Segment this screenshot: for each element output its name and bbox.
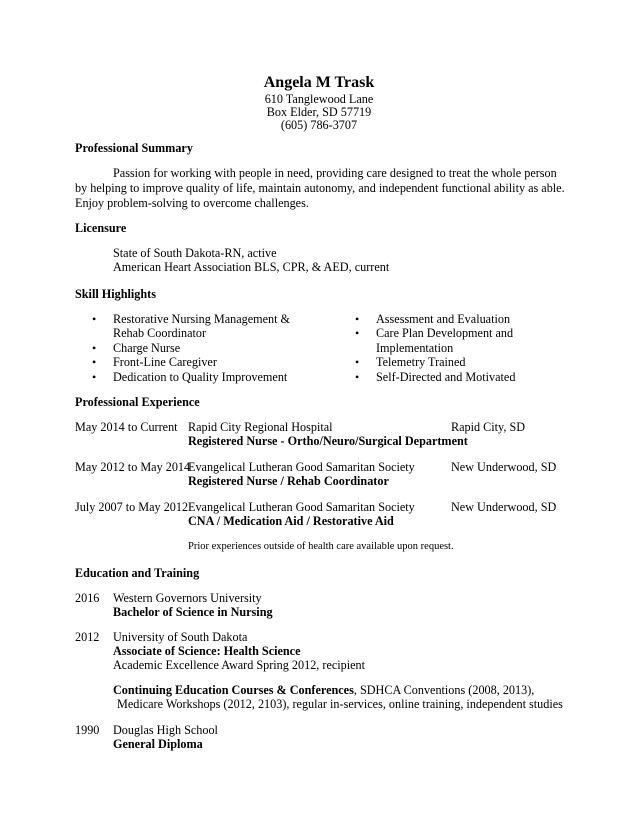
section-title-summary: Professional Summary xyxy=(75,141,193,155)
edu-degree: General Diploma xyxy=(113,737,203,751)
skill-item: • Self-Directed and Motivated xyxy=(355,369,516,384)
skills-right-list xyxy=(355,312,515,384)
candidate-name: Angela M Trask xyxy=(263,74,375,91)
job-dates: May 2014 to Current xyxy=(75,420,178,434)
phone-number: (605) 786-3707 xyxy=(280,118,358,132)
section-title-skills: Skill Highlights xyxy=(75,287,156,301)
section-title-experience: Professional Experience xyxy=(75,395,200,409)
skill-item: • Front-Line Caregiver xyxy=(92,355,217,370)
edu-year: 1990 xyxy=(75,723,100,737)
section-title-licensure: Licensure xyxy=(75,221,127,235)
edu-school: Douglas High School xyxy=(113,723,218,737)
job-location: New Underwood, SD xyxy=(451,500,557,514)
edu-year: 2012 xyxy=(75,630,100,644)
bullet-icon: • xyxy=(355,369,360,384)
job-employer: Evangelical Lutheran Good Samaritan Society xyxy=(188,500,415,514)
bullet-icon: • xyxy=(92,312,97,326)
skill-item: • Charge Nurse xyxy=(92,340,181,355)
section-title-education: Education and Training xyxy=(75,566,200,580)
skills-left-list xyxy=(92,312,290,384)
job-location: New Underwood, SD xyxy=(451,460,557,474)
address-line-1: 610 Tanglewood Lane xyxy=(264,92,374,106)
job-dates: July 2007 to May 2012 xyxy=(75,500,189,514)
job-role: Registered Nurse - Ortho/Neuro/Surgical Department xyxy=(188,434,468,448)
skill-item: • Assessment and Evaluation xyxy=(355,312,511,326)
job-role: Registered Nurse / Rehab Coordinator xyxy=(188,474,389,488)
skill-item: • Restorative Nursing Management & xyxy=(92,312,291,326)
license-item: American Heart Association BLS, CPR, & AED, current xyxy=(113,260,390,274)
job-dates: May 2012 to May 2014 xyxy=(75,460,191,474)
bullet-icon: • xyxy=(355,326,360,341)
continuing-education-title: Continuing Education Courses & Conferences xyxy=(113,683,354,697)
edu-degree: Associate of Science: Health Science xyxy=(113,644,301,658)
summary-paragraph xyxy=(75,166,565,211)
skill-item: • Dedication to Quality Improvement xyxy=(92,369,288,384)
bullet-icon: • xyxy=(92,340,97,355)
edu-degree: Bachelor of Science in Nursing xyxy=(113,605,273,619)
skill-item-continued: Rehab Coordinator xyxy=(113,326,207,341)
skill-item: • Telemetry Trained xyxy=(355,355,466,370)
bullet-icon: • xyxy=(355,355,360,370)
skill-item: • Care Plan Development and xyxy=(355,326,514,341)
edu-school: University of South Dakota xyxy=(113,630,248,644)
bullet-icon: • xyxy=(92,355,97,370)
job-role: CNA / Medication Aid / Restorative Aid xyxy=(188,514,394,528)
edu-year: 2016 xyxy=(75,591,100,605)
skill-item-continued: Implementation xyxy=(376,340,454,355)
job-location: Rapid City, SD xyxy=(451,420,526,434)
job-employer: Evangelical Lutheran Good Samaritan Society xyxy=(188,460,415,474)
edu-school: Western Governors University xyxy=(113,591,262,605)
bullet-icon: • xyxy=(92,369,97,384)
bullet-icon: • xyxy=(355,312,360,326)
address-line-2: Box Elder, SD 57719 xyxy=(266,105,372,119)
continuing-education-line1: Continuing Education Courses & Conferences, SDHCA Conventions (2008, 2013), xyxy=(113,683,535,697)
continuing-education-line2: Medicare Workshops (2012, 2103), regular in-services, online training, independent studies xyxy=(117,697,563,711)
experience-note: Prior experiences outside of health care available upon request. xyxy=(188,541,454,552)
job-employer: Rapid City Regional Hospital xyxy=(188,420,333,434)
edu-honor: Academic Excellence Award Spring 2012, recipient xyxy=(113,658,366,672)
license-item: State of South Dakota-RN, active xyxy=(113,246,277,260)
summary-text: Passion for working with people in need, providing care designed to treat the whole person by helping to improve quality of life, maintain autonomy, and independent functional ability as able. Enjoy problem-solving to overcome challenges. xyxy=(75,166,565,210)
